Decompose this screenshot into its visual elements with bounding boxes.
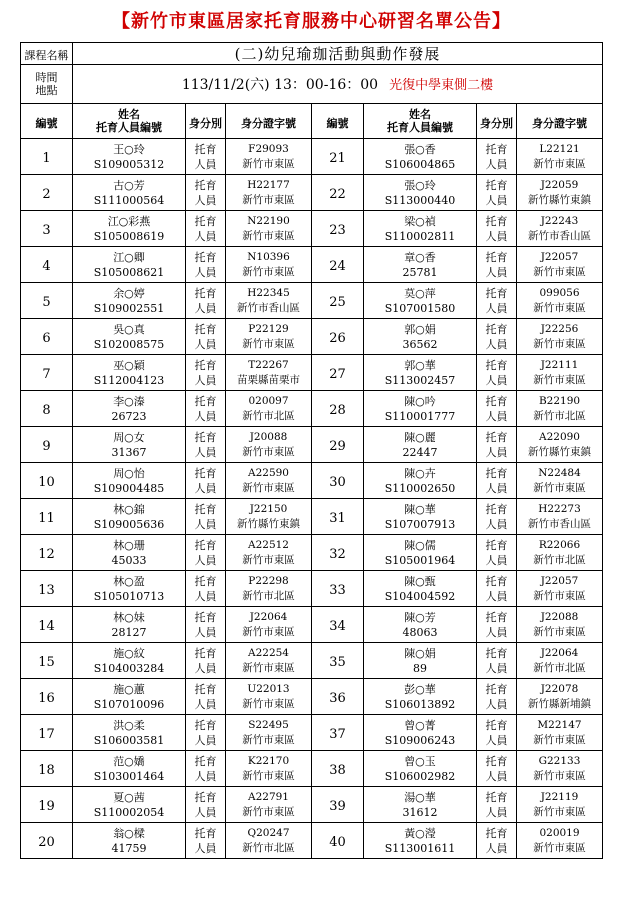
- caregiver-code: S107007913: [384, 517, 456, 531]
- caregiver-name-code: [364, 211, 477, 247]
- table-row: [21, 211, 603, 247]
- caregiver-name: 林○盈: [113, 574, 145, 588]
- row-number: 17: [21, 715, 73, 751]
- id-number: J22078 新竹縣新埔鎮: [517, 679, 603, 715]
- row-number: 22: [312, 175, 364, 211]
- id-number: R22066 新竹市北區: [517, 535, 603, 571]
- table-row: [21, 535, 603, 571]
- caregiver-code: S113001611: [384, 841, 456, 855]
- id-number: 020019 新竹市東區: [517, 823, 603, 859]
- role: 托育 人員: [186, 643, 226, 679]
- row-number: 4: [21, 247, 73, 283]
- role: 托育 人員: [477, 247, 517, 283]
- id-number: J22150 新竹縣竹東鎮: [226, 499, 312, 535]
- role: 托育 人員: [186, 139, 226, 175]
- caregiver-name-code: [364, 319, 477, 355]
- caregiver-name: 黃○瀅: [404, 826, 436, 840]
- caregiver-name-code: [73, 607, 186, 643]
- role: 托育 人員: [186, 679, 226, 715]
- role: 托育 人員: [186, 571, 226, 607]
- caregiver-code: S110002811: [384, 229, 456, 243]
- row-number: 29: [312, 427, 364, 463]
- row-number: 28: [312, 391, 364, 427]
- roster-table: [20, 42, 603, 859]
- role: 托育 人員: [477, 751, 517, 787]
- row-number: 6: [21, 319, 73, 355]
- id-number: J22064 新竹市北區: [517, 643, 603, 679]
- table-row: [21, 355, 603, 391]
- caregiver-code: 36562: [402, 337, 438, 351]
- caregiver-code: S106013892: [384, 697, 456, 711]
- id-number: L22121 新竹市東區: [517, 139, 603, 175]
- row-number: 31: [312, 499, 364, 535]
- table-row: [21, 751, 603, 787]
- header-name: 姓名 托育人員編號: [364, 104, 477, 139]
- caregiver-name-code: [364, 751, 477, 787]
- role: 托育 人員: [477, 571, 517, 607]
- course-label: 課程名稱: [21, 43, 73, 65]
- caregiver-name-code: [73, 319, 186, 355]
- role: 托育 人員: [477, 391, 517, 427]
- caregiver-name: 張○玲: [404, 178, 436, 192]
- role: 托育 人員: [186, 787, 226, 823]
- caregiver-name-code: [73, 355, 186, 391]
- row-number: 37: [312, 715, 364, 751]
- caregiver-code: S109002551: [93, 301, 165, 315]
- caregiver-code: S103001464: [93, 769, 165, 783]
- caregiver-code: S109005312: [93, 157, 165, 171]
- row-number: 12: [21, 535, 73, 571]
- id-number: K22170 新竹市東區: [226, 751, 312, 787]
- caregiver-name: 周○怡: [113, 466, 145, 480]
- caregiver-name: 陳○芳: [404, 610, 436, 624]
- caregiver-name-code: [364, 391, 477, 427]
- table-row: [21, 607, 603, 643]
- id-number: N22190 新竹市東區: [226, 211, 312, 247]
- role: 托育 人員: [477, 679, 517, 715]
- role: 托育 人員: [186, 607, 226, 643]
- caregiver-name-code: [364, 427, 477, 463]
- caregiver-code: 48063: [402, 625, 438, 639]
- caregiver-name-code: [73, 787, 186, 823]
- role: 托育 人員: [477, 283, 517, 319]
- caregiver-code: S109006243: [384, 733, 456, 747]
- row-number: 34: [312, 607, 364, 643]
- role: 托育 人員: [186, 463, 226, 499]
- caregiver-name-code: [73, 175, 186, 211]
- role: 托育 人員: [186, 535, 226, 571]
- caregiver-code: S109005636: [93, 517, 165, 531]
- table-row: [21, 571, 603, 607]
- caregiver-code: S110002650: [384, 481, 456, 495]
- row-number: 8: [21, 391, 73, 427]
- header-cert: 身分證字號: [517, 104, 603, 139]
- role: 托育 人員: [186, 247, 226, 283]
- caregiver-name: 翁○樑: [113, 826, 145, 840]
- row-number: 27: [312, 355, 364, 391]
- id-number: J22119 新竹市東區: [517, 787, 603, 823]
- caregiver-code: S110002054: [93, 805, 165, 819]
- caregiver-name: 李○溱: [113, 394, 145, 408]
- caregiver-code: 28127: [111, 625, 147, 639]
- caregiver-name: 張○香: [404, 142, 436, 156]
- caregiver-name-code: [73, 715, 186, 751]
- course-row: [21, 43, 603, 65]
- id-number: A22090 新竹縣竹東鎮: [517, 427, 603, 463]
- caregiver-code: S104004592: [384, 589, 456, 603]
- table-row: [21, 247, 603, 283]
- row-number: 39: [312, 787, 364, 823]
- table-row: [21, 427, 603, 463]
- table-row: [21, 823, 603, 859]
- caregiver-name: 夏○茜: [113, 790, 145, 804]
- caregiver-name: 古○芳: [113, 178, 145, 192]
- table-row: [21, 319, 603, 355]
- caregiver-code: S106004865: [384, 157, 456, 171]
- caregiver-name: 江○卿: [113, 250, 145, 264]
- id-number: P22129 新竹市東區: [226, 319, 312, 355]
- row-number: 7: [21, 355, 73, 391]
- caregiver-code: 45033: [111, 553, 147, 567]
- caregiver-name-code: [364, 823, 477, 859]
- caregiver-name: 范○嬌: [113, 754, 145, 768]
- caregiver-name-code: [73, 679, 186, 715]
- caregiver-name-code: [73, 643, 186, 679]
- caregiver-code: S105008621: [93, 265, 165, 279]
- caregiver-name-code: [73, 499, 186, 535]
- caregiver-code: 22447: [402, 445, 438, 459]
- id-number: H22177 新竹市東區: [226, 175, 312, 211]
- role: 托育 人員: [186, 715, 226, 751]
- row-number: 5: [21, 283, 73, 319]
- caregiver-name-code: [364, 355, 477, 391]
- role: 托育 人員: [477, 643, 517, 679]
- id-number: J22057 新竹市東區: [517, 571, 603, 607]
- role: 托育 人員: [186, 283, 226, 319]
- caregiver-name: 巫○穎: [113, 358, 145, 372]
- caregiver-code: S113002457: [384, 373, 456, 387]
- row-number: 21: [312, 139, 364, 175]
- id-number: T22267 苗栗縣苗栗市: [226, 355, 312, 391]
- role: 托育 人員: [186, 499, 226, 535]
- table-row: [21, 391, 603, 427]
- role: 托育 人員: [477, 607, 517, 643]
- id-number: N22484 新竹市東區: [517, 463, 603, 499]
- role: 托育 人員: [477, 787, 517, 823]
- id-number: N10396 新竹市東區: [226, 247, 312, 283]
- caregiver-name: 余○婷: [113, 286, 145, 300]
- role: 托育 人員: [477, 427, 517, 463]
- place: 光復中學東側二樓: [389, 78, 494, 93]
- role: 托育 人員: [186, 175, 226, 211]
- caregiver-code: S107010096: [93, 697, 165, 711]
- page-title: 【新竹市東區居家托育服務中心研習名單公告】: [112, 11, 511, 32]
- caregiver-code: S112004123: [93, 373, 165, 387]
- role: 托育 人員: [186, 391, 226, 427]
- caregiver-name-code: [73, 139, 186, 175]
- row-number: 32: [312, 535, 364, 571]
- role: 托育 人員: [477, 211, 517, 247]
- row-number: 18: [21, 751, 73, 787]
- role: 托育 人員: [477, 499, 517, 535]
- id-number: B22190 新竹市北區: [517, 391, 603, 427]
- caregiver-name: 湯○華: [404, 790, 436, 804]
- id-number: M22147 新竹市東區: [517, 715, 603, 751]
- id-number: J22243 新竹市香山區: [517, 211, 603, 247]
- row-number: 35: [312, 643, 364, 679]
- row-number: 13: [21, 571, 73, 607]
- role: 托育 人員: [186, 319, 226, 355]
- role: 托育 人員: [477, 463, 517, 499]
- caregiver-name: 彭○華: [404, 682, 436, 696]
- caregiver-name: 陳○娟: [404, 646, 436, 660]
- id-number: A22254 新竹市東區: [226, 643, 312, 679]
- caregiver-code: S106003581: [93, 733, 165, 747]
- role: 托育 人員: [477, 175, 517, 211]
- id-number: A22590 新竹市東區: [226, 463, 312, 499]
- caregiver-name-code: [73, 283, 186, 319]
- caregiver-name-code: [73, 751, 186, 787]
- caregiver-code: S105010713: [93, 589, 165, 603]
- role: 托育 人員: [477, 139, 517, 175]
- caregiver-name-code: [364, 715, 477, 751]
- time-place-row: [21, 65, 603, 104]
- caregiver-name: 施○紋: [113, 646, 145, 660]
- caregiver-code: S107001580: [384, 301, 456, 315]
- id-number: J22111 新竹市東區: [517, 355, 603, 391]
- id-number: P22298 新竹市北區: [226, 571, 312, 607]
- table-row: [21, 643, 603, 679]
- id-number: A22512 新竹市東區: [226, 535, 312, 571]
- id-number: J22064 新竹市東區: [226, 607, 312, 643]
- caregiver-code: S102008575: [93, 337, 165, 351]
- header-role: 身分別: [186, 104, 226, 139]
- caregiver-name: 江○彩燕: [107, 214, 151, 228]
- id-number: G22133 新竹市東區: [517, 751, 603, 787]
- caregiver-name: 周○女: [113, 430, 145, 444]
- caregiver-name: 施○蕙: [113, 682, 145, 696]
- caregiver-name: 章○香: [404, 250, 436, 264]
- id-number: U22013 新竹市東區: [226, 679, 312, 715]
- caregiver-code: S110001777: [384, 409, 456, 423]
- header-name: 姓名 托育人員編號: [73, 104, 186, 139]
- caregiver-name: 曾○玉: [404, 754, 436, 768]
- caregiver-name: 林○錦: [113, 502, 145, 516]
- caregiver-code: S104003284: [93, 661, 165, 675]
- id-number: 020097 新竹市北區: [226, 391, 312, 427]
- id-number: J20088 新竹市東區: [226, 427, 312, 463]
- caregiver-name: 陳○華: [404, 502, 436, 516]
- caregiver-name: 陳○卉: [404, 466, 436, 480]
- caregiver-name-code: [364, 679, 477, 715]
- caregiver-name-code: [364, 787, 477, 823]
- row-number: 15: [21, 643, 73, 679]
- header-no: 編號: [21, 104, 73, 139]
- caregiver-name: 郭○娟: [404, 322, 436, 336]
- row-number: 14: [21, 607, 73, 643]
- caregiver-name: 曾○菁: [404, 718, 436, 732]
- role: 托育 人員: [186, 823, 226, 859]
- role: 托育 人員: [186, 427, 226, 463]
- caregiver-code: S113000440: [384, 193, 456, 207]
- caregiver-code: 31367: [111, 445, 147, 459]
- caregiver-name-code: [73, 391, 186, 427]
- id-number: 099056 新竹市東區: [517, 283, 603, 319]
- caregiver-name: 莫○萍: [404, 286, 436, 300]
- caregiver-name-code: [364, 139, 477, 175]
- table-row: [21, 463, 603, 499]
- row-number: 24: [312, 247, 364, 283]
- caregiver-code: 89: [413, 661, 427, 675]
- role: 托育 人員: [477, 535, 517, 571]
- row-number: 11: [21, 499, 73, 535]
- caregiver-code: 31612: [402, 805, 438, 819]
- caregiver-name: 梁○禎: [404, 214, 436, 228]
- id-number: J22059 新竹縣竹東鎮: [517, 175, 603, 211]
- table-row: [21, 787, 603, 823]
- id-number: A22791 新竹市東區: [226, 787, 312, 823]
- row-number: 1: [21, 139, 73, 175]
- caregiver-name: 陳○儒: [404, 538, 436, 552]
- header-row: [21, 104, 603, 139]
- table-row: [21, 139, 603, 175]
- id-number: J22088 新竹市東區: [517, 607, 603, 643]
- table-row: [21, 499, 603, 535]
- row-number: 10: [21, 463, 73, 499]
- row-number: 3: [21, 211, 73, 247]
- course-name: (二)幼兒瑜珈活動與動作發展: [73, 43, 603, 65]
- row-number: 38: [312, 751, 364, 787]
- caregiver-name-code: [364, 535, 477, 571]
- table-row: [21, 679, 603, 715]
- role: 托育 人員: [477, 319, 517, 355]
- role: 托育 人員: [477, 355, 517, 391]
- caregiver-code: S111000564: [93, 193, 165, 207]
- row-number: 9: [21, 427, 73, 463]
- row-number: 19: [21, 787, 73, 823]
- caregiver-code: S109004485: [93, 481, 165, 495]
- caregiver-name: 陳○麗: [404, 430, 436, 444]
- datetime: 113/11/2(六) 13：00-16：00: [181, 77, 379, 93]
- row-number: 16: [21, 679, 73, 715]
- header-role: 身分別: [477, 104, 517, 139]
- caregiver-name-code: [364, 463, 477, 499]
- row-number: 40: [312, 823, 364, 859]
- id-number: J22256 新竹市東區: [517, 319, 603, 355]
- caregiver-name: 王○玲: [113, 142, 145, 156]
- caregiver-name: 郭○華: [404, 358, 436, 372]
- row-number: 36: [312, 679, 364, 715]
- caregiver-name-code: [73, 427, 186, 463]
- caregiver-name-code: [364, 247, 477, 283]
- id-number: F29093 新竹市東區: [226, 139, 312, 175]
- caregiver-code: 41759: [111, 841, 147, 855]
- caregiver-name: 陳○吟: [404, 394, 436, 408]
- table-row: [21, 283, 603, 319]
- caregiver-code: S105008619: [93, 229, 165, 243]
- id-number: S22495 新竹市東區: [226, 715, 312, 751]
- caregiver-name-code: [73, 571, 186, 607]
- caregiver-name: 林○珊: [113, 538, 145, 552]
- header-no: 編號: [312, 104, 364, 139]
- caregiver-name-code: [364, 571, 477, 607]
- caregiver-code: 26723: [111, 409, 147, 423]
- row-number: 23: [312, 211, 364, 247]
- table-row: [21, 175, 603, 211]
- role: 托育 人員: [186, 355, 226, 391]
- caregiver-code: S105001964: [384, 553, 456, 567]
- caregiver-name: 吳○真: [113, 322, 145, 336]
- caregiver-name-code: [73, 211, 186, 247]
- caregiver-code: 25781: [402, 265, 438, 279]
- caregiver-name: 洪○柔: [113, 718, 145, 732]
- caregiver-name: 陳○甄: [404, 574, 436, 588]
- row-number: 30: [312, 463, 364, 499]
- time-place-label: 時間 地點: [21, 65, 73, 104]
- id-number: Q20247 新竹市北區: [226, 823, 312, 859]
- id-number: H22345 新竹市香山區: [226, 283, 312, 319]
- table-row: [21, 715, 603, 751]
- header-cert: 身分證字號: [226, 104, 312, 139]
- caregiver-name-code: [73, 247, 186, 283]
- caregiver-name-code: [73, 823, 186, 859]
- id-number: J22057 新竹市東區: [517, 247, 603, 283]
- role: 托育 人員: [477, 823, 517, 859]
- row-number: 33: [312, 571, 364, 607]
- caregiver-name: 林○妹: [113, 610, 145, 624]
- role: 托育 人員: [186, 751, 226, 787]
- row-number: 2: [21, 175, 73, 211]
- row-number: 20: [21, 823, 73, 859]
- row-number: 26: [312, 319, 364, 355]
- caregiver-code: S106002982: [384, 769, 456, 783]
- caregiver-name-code: [73, 535, 186, 571]
- caregiver-name-code: [364, 643, 477, 679]
- id-number: H22273 新竹市香山區: [517, 499, 603, 535]
- caregiver-name-code: [73, 463, 186, 499]
- time-place-value: [73, 65, 603, 104]
- role: 托育 人員: [186, 211, 226, 247]
- caregiver-name-code: [364, 283, 477, 319]
- caregiver-name-code: [364, 175, 477, 211]
- role: 托育 人員: [477, 715, 517, 751]
- row-number: 25: [312, 283, 364, 319]
- caregiver-name-code: [364, 499, 477, 535]
- caregiver-name-code: [364, 607, 477, 643]
